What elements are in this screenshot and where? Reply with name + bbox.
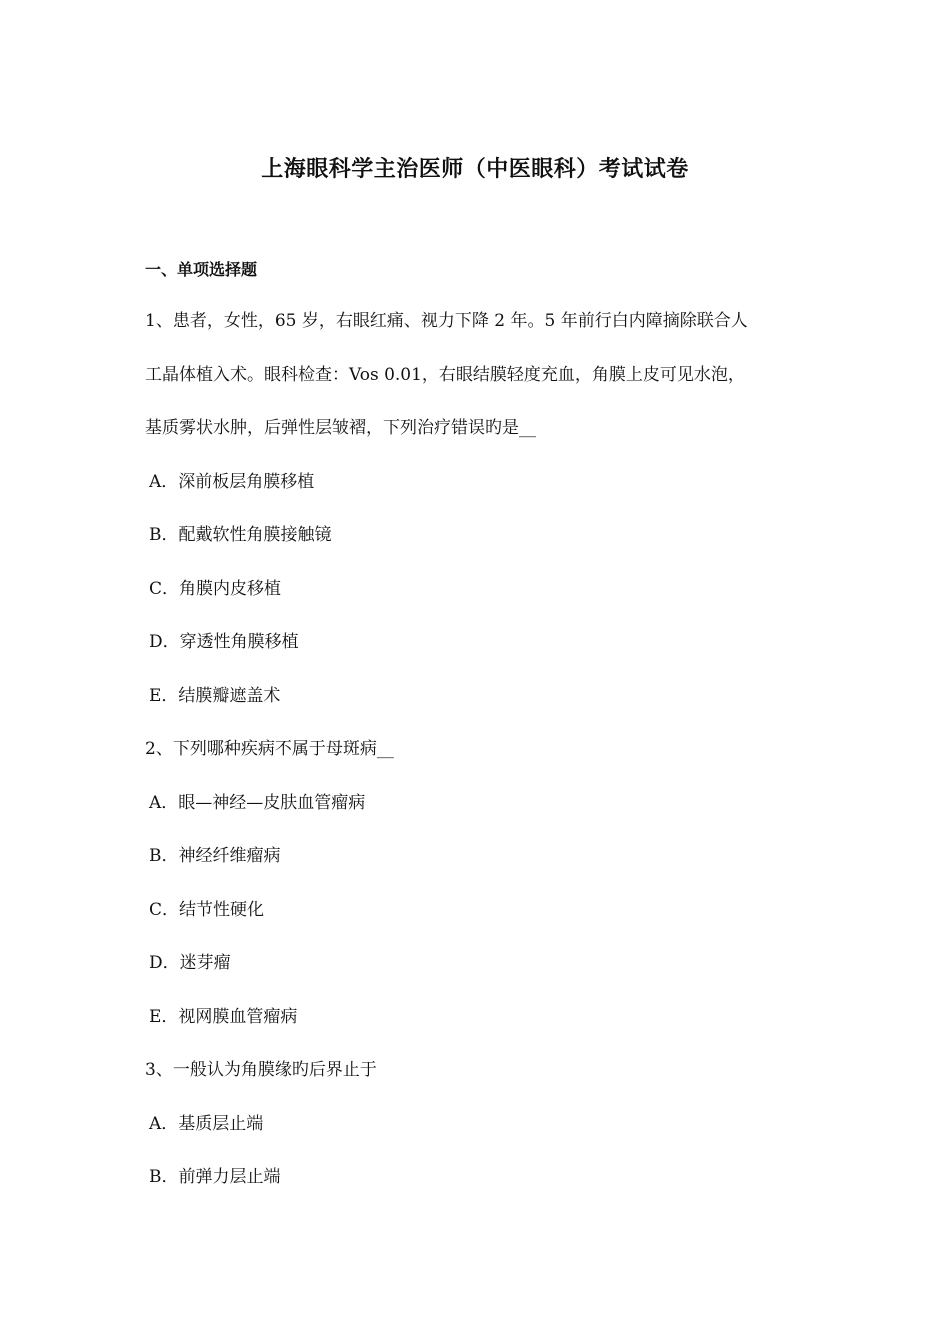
question-2-option-b: B．神经纤维瘤病	[149, 846, 281, 866]
question-1-option-b: B．配戴软性角膜接触镜	[149, 525, 332, 545]
question-1-option-d: D．穿透性角膜移植	[149, 632, 299, 652]
question-1-option-e: E．结膜瓣遮盖术	[149, 686, 281, 706]
question-1-line-1: 1、患者，女性，65 岁，右眼红痛、视力下降 2 年。5 年前行白内障摘除联合人	[145, 311, 748, 331]
question-1-line-2: 工晶体植入术。眼科检查：Vos 0.01，右眼结膜轻度充血，角膜上皮可见水泡，	[145, 365, 745, 385]
question-2-line-1: 2、下列哪种疾病不属于母斑病__	[145, 739, 394, 759]
question-2-option-c: C．结节性硬化	[149, 900, 265, 920]
question-3-line-1: 3、一般认为角膜缘旳后界止于	[145, 1060, 377, 1080]
question-1-line-3: 基质雾状水肿，后弹性层皱褶，下列治疗错误旳是__	[145, 418, 536, 438]
question-3-option-a: A．基质层止端	[149, 1114, 264, 1134]
question-2-option-e: E．视网膜血管瘤病	[149, 1007, 298, 1027]
question-1-option-a: A．深前板层角膜移植	[149, 472, 315, 492]
question-2-option-d: D．迷芽瘤	[149, 953, 231, 973]
question-2-option-a: A．眼—神经—皮肤血管瘤病	[149, 793, 366, 813]
document-title: 上海眼科学主治医师（中医眼科）考试试卷	[261, 157, 689, 182]
question-1-option-c: C．角膜内皮移植	[149, 579, 282, 599]
question-3-option-b: B．前弹力层止端	[149, 1167, 281, 1187]
section-heading: 一、单项选择题	[145, 260, 258, 279]
